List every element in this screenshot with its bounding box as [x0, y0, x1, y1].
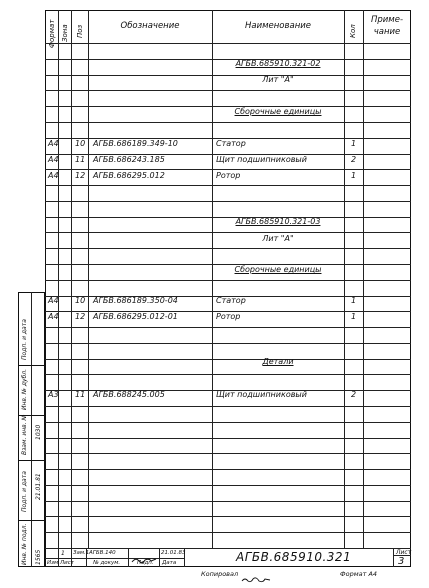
table-row-qty: 1: [351, 139, 357, 148]
stamp-list-value: Зам.1: [73, 550, 90, 556]
table-row-name: Сборочные единицы: [234, 107, 322, 116]
table-row-format: А4: [48, 171, 59, 180]
strip-sep: [18, 460, 45, 461]
side-label-inv-podl: Инв. № подл.: [21, 523, 28, 565]
row-line: [45, 201, 411, 202]
row-line: [45, 453, 411, 454]
header-format: Формат: [48, 19, 56, 48]
table-row-name: Статор: [216, 296, 246, 305]
stamp-izm-value: 1: [61, 550, 65, 557]
side-label-vzam-inv: Взам. инв. №: [21, 414, 28, 455]
stamp-podp-label: Подп.: [137, 560, 154, 566]
strip-sep: [18, 415, 45, 416]
header-note-2: чание: [373, 27, 401, 37]
header-name: Наименование: [244, 21, 312, 31]
stamp-col: [393, 548, 394, 567]
table-row-name: Щит подшипниковый: [216, 390, 307, 399]
side-label-podp-data-bottom: Подп. и дата: [21, 471, 28, 512]
copier-signature-icon: [241, 569, 271, 578]
row-line: [45, 90, 411, 91]
table-row-designation: АГБВ.688245.005: [93, 390, 165, 399]
stamp-doc-value: АГБВ.140: [89, 550, 116, 556]
sheet-number: 3: [398, 556, 405, 567]
side-value-vzam: 1030: [35, 424, 42, 440]
document-designation: АГБВ.685910.321: [236, 550, 352, 564]
left-strip-divider: [31, 292, 32, 567]
signature-icon: [131, 549, 157, 557]
stamp-col: [128, 548, 129, 567]
row-line: [45, 532, 411, 533]
footer-format: Формат А4: [340, 570, 378, 578]
row-line: [45, 501, 411, 502]
table-row-qty: 1: [351, 312, 357, 321]
table-row-name: АГБВ.685910.321-02: [235, 59, 321, 68]
stamp-date-value: 21.01.83: [161, 550, 186, 556]
table-row-format: А4: [48, 155, 59, 164]
row-line: [45, 327, 411, 328]
footer-copied: Копировал: [201, 570, 239, 578]
sheet-label: Лист: [396, 549, 412, 556]
table-row-format: А4: [48, 296, 59, 305]
stamp-col: [159, 548, 160, 567]
table-row-name: АГБВ.685910.321-03: [235, 217, 321, 226]
row-line: [45, 374, 411, 375]
row-line: [45, 280, 411, 281]
header-qty: Кол: [349, 24, 357, 38]
header-designation: Обозначение: [120, 21, 180, 31]
side-value-date: 21.01.81: [35, 473, 42, 500]
table-row-qty: 1: [351, 296, 357, 305]
table-row-qty: 1: [351, 171, 357, 180]
title-block-top: [45, 548, 411, 549]
table-row-name: Щит подшипниковый: [216, 155, 307, 164]
row-line: [45, 469, 411, 470]
table-row-name: Ротор: [216, 312, 241, 321]
stamp-mid-line: [45, 558, 184, 559]
header-note-1: Приме-: [370, 15, 404, 25]
table-row-format: А3: [48, 390, 59, 399]
table-row-format: А4: [48, 139, 59, 148]
header-zone: Зона: [61, 24, 69, 42]
table-row-designation: АГБВ.686295.012-01: [93, 312, 178, 321]
row-line: [45, 485, 411, 486]
table-row-pos: 11: [75, 390, 86, 399]
table-row-pos: 10: [75, 296, 86, 305]
table-row-name: Детали: [262, 357, 294, 366]
table-row-qty: 2: [351, 390, 357, 399]
table-row-name: Лит "А": [262, 75, 294, 84]
table-row-pos: 11: [75, 155, 86, 164]
stamp-list-label: Лист: [60, 560, 74, 566]
stamp-ndokum-label: № докум.: [93, 560, 121, 566]
side-label-podp-data-top: Подп. и дата: [21, 319, 28, 360]
table-row-name: Сборочные единицы: [234, 265, 322, 274]
table-row-pos: 12: [75, 171, 86, 180]
stamp-izm-label: Изм: [47, 560, 59, 566]
table-row-format: А4: [48, 312, 59, 321]
main-frame: [45, 10, 411, 567]
row-line: [45, 422, 411, 423]
strip-sep: [18, 365, 45, 366]
table-row-designation: АГБВ.686243.185: [93, 155, 165, 164]
table-row-designation: АГБВ.686295.012: [93, 171, 165, 180]
table-row-pos: 10: [75, 139, 86, 148]
row-line: [45, 343, 411, 344]
row-line: [45, 438, 411, 439]
table-row-qty: 2: [351, 155, 357, 164]
row-line: [45, 248, 411, 249]
strip-sep: [18, 520, 45, 521]
header-pos: Поз: [76, 24, 84, 38]
table-row-pos: 12: [75, 312, 86, 321]
row-line: [45, 122, 411, 123]
side-label-inv-dubl: Инв. № дубл.: [21, 368, 28, 410]
table-row-name: Ротор: [216, 171, 241, 180]
row-line: [45, 406, 411, 407]
table-row-name: Лит "А": [262, 234, 294, 243]
table-row-designation: АГБВ.686189.350-04: [93, 296, 178, 305]
table-row-designation: АГБВ.686189.349-10: [93, 139, 178, 148]
row-line: [45, 516, 411, 517]
side-value-inv-podl: 1565: [35, 549, 42, 565]
row-line: [45, 185, 411, 186]
header-bottom-line: [45, 43, 411, 44]
stamp-data-label: Дата: [162, 560, 177, 566]
table-row-name: Статор: [216, 139, 246, 148]
